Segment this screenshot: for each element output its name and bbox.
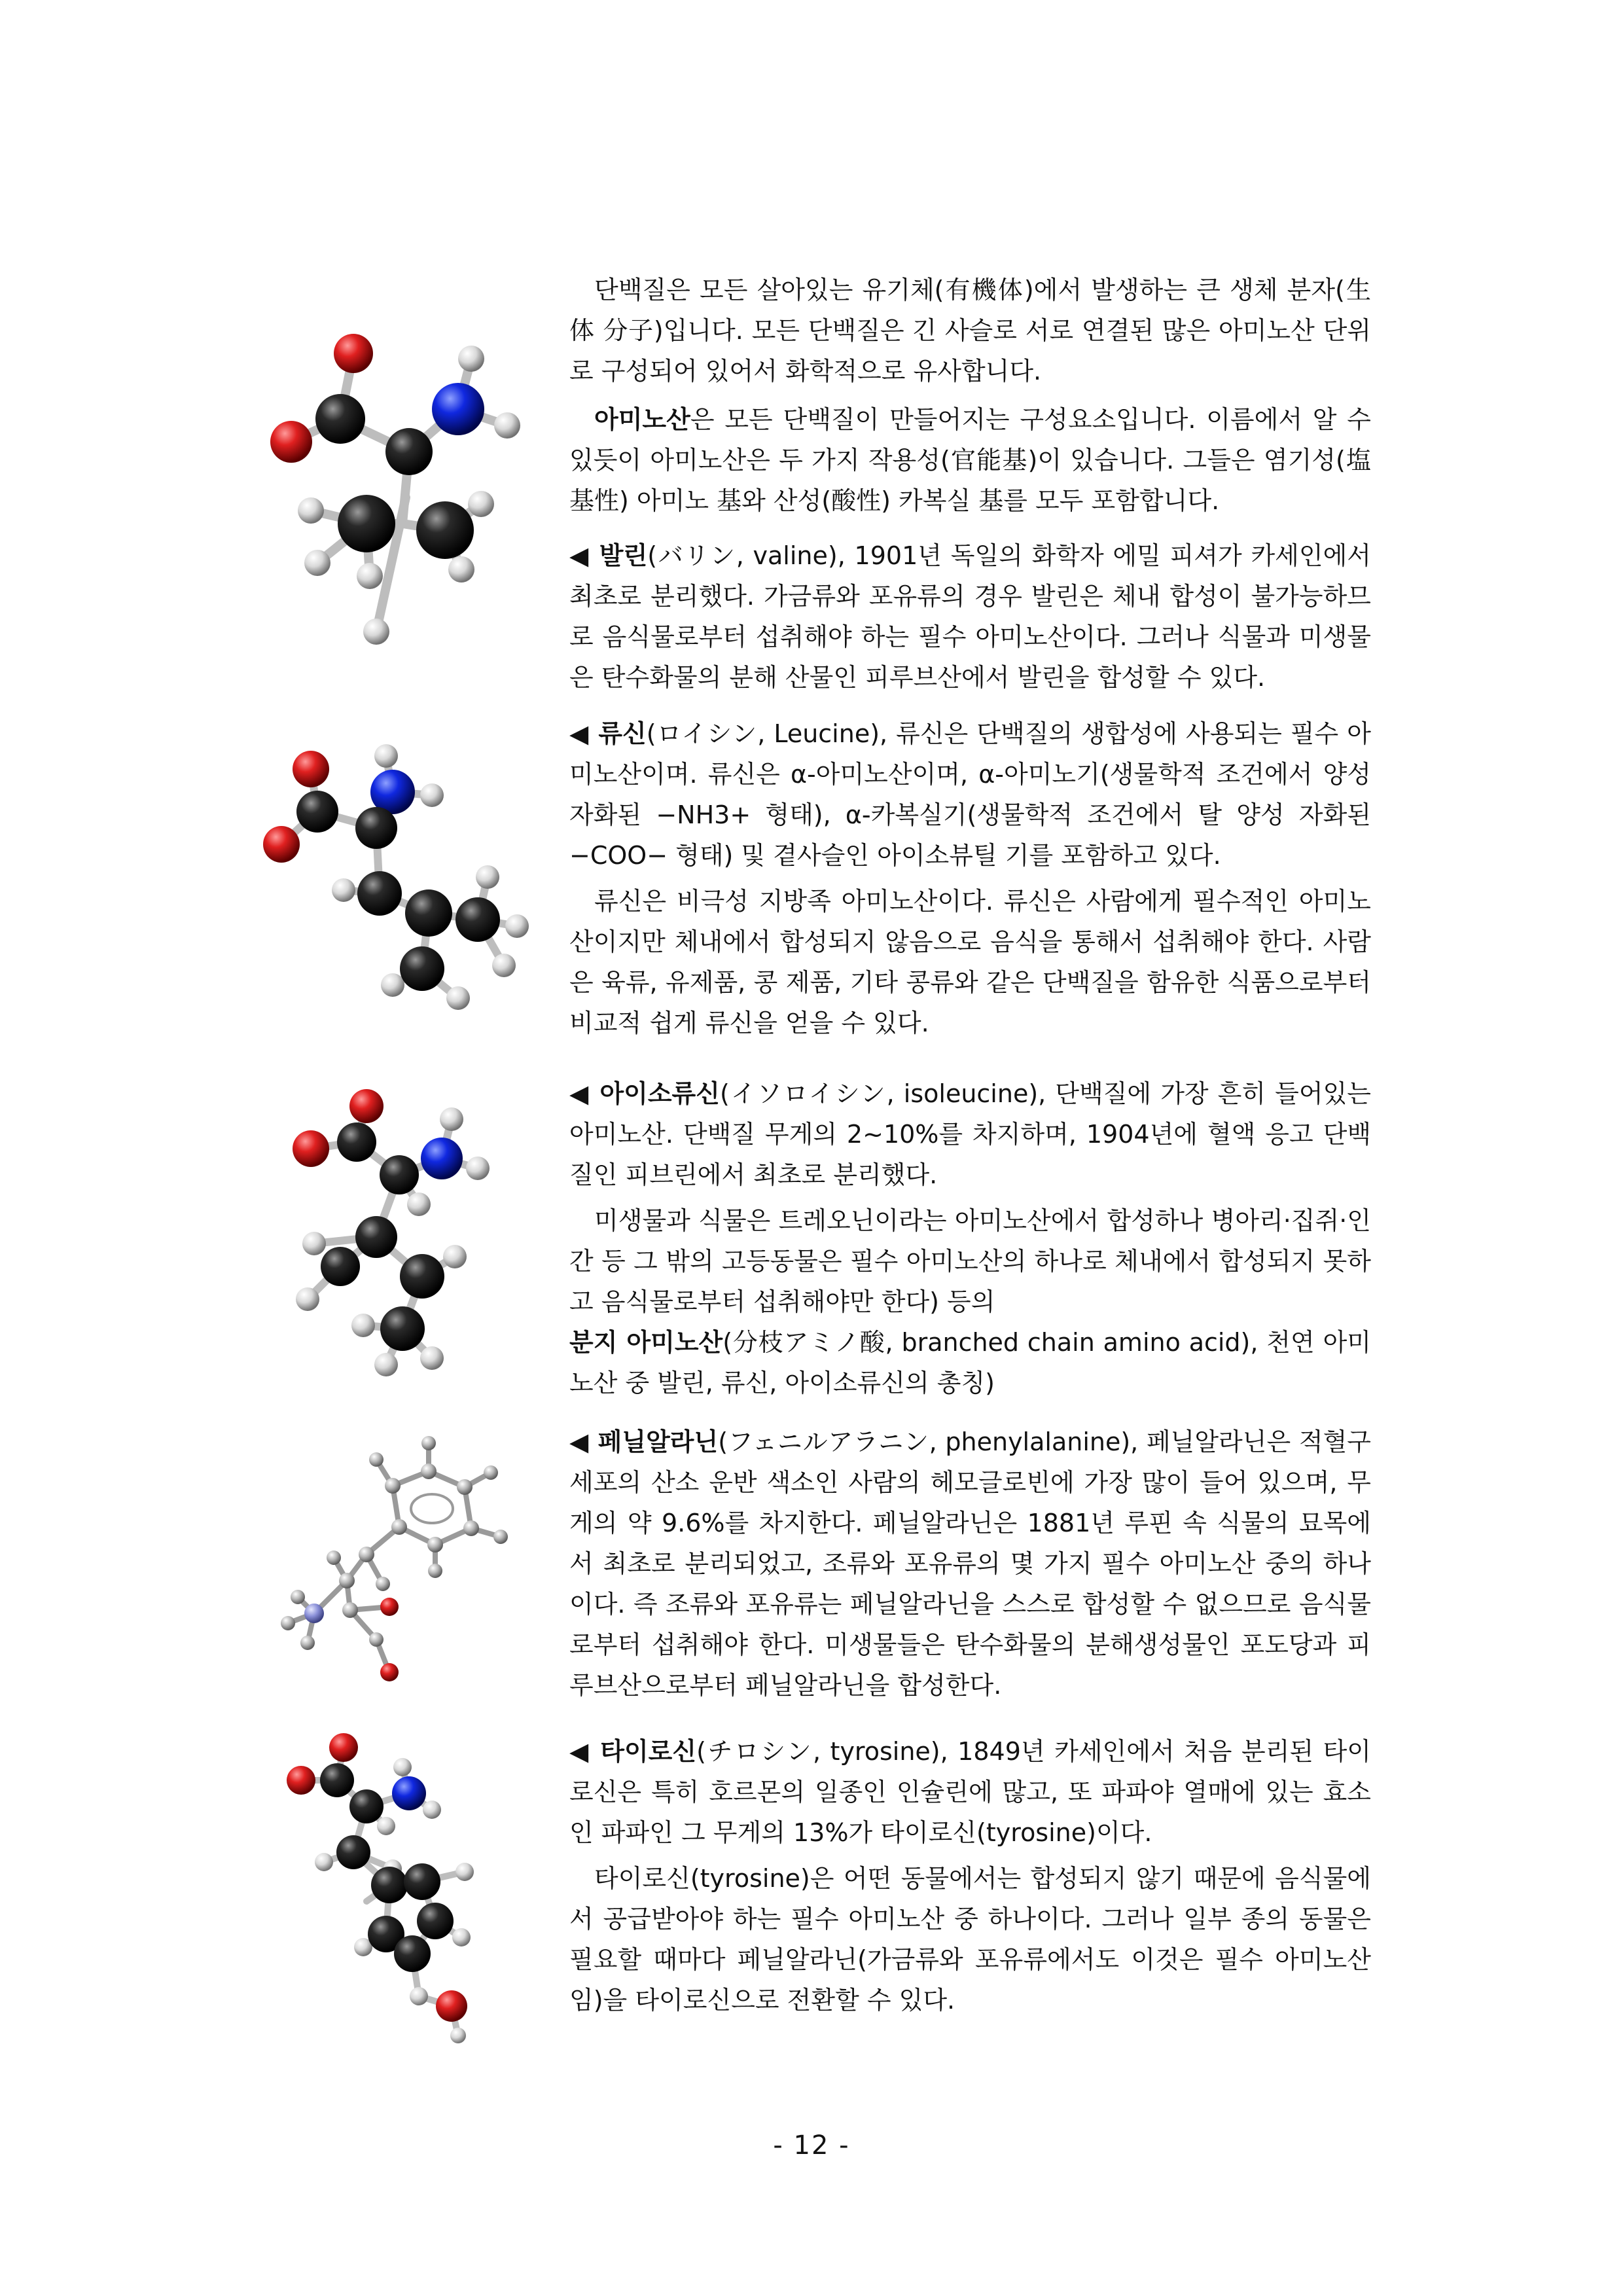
isoleucine-text-3: (分枝アミノ酸, branched chain amino acid), 천연 아미노산 중 발린, 류신, 아이소류신의 총칭) (569, 1328, 1371, 1397)
leucine-text-2: 류신은 비극성 지방족 아미노산이다. 류신은 사람에게 필수적인 아미노산이지만 체내에서 합성되지 않음으로 음식을 통해서 섭취해야 한다. 사람은 육류, 유제품, 콩 제품, 기타 콩류와 같은 단백질을 함유한 식품으로부터 비교적 쉽게 류신을 얻을 수 있다. (569, 887, 1371, 1037)
isoleucine-paragraph-2 (569, 1200, 1371, 1322)
phenylalanine-text: (フェニルアラニン, phenylalanine), 페닐알라닌은 적혈구 세포의 산소 운반 색소인 사람의 헤모글로빈에 가장 많이 들어 있으며, 무게의 약 9.6%를 차지한다. 페닐알라닌은 1881년 루핀 속 식물의 묘목에서 최초로 분리되었고, 조류와 포유류의 몇 가지 필수 아미노산 중의 하나이다. 즉 조류와 포유류는 페닐알라닌을 스스로 합성할 수 없으므로 음식물로부터 섭취해야 한다. 미생물들은 탄수화물의 분해생성물인 포도당과 피루브산으로부터 페닐알라닌을 합성한다. (569, 1427, 1371, 1700)
tyrosine-molecule-image (275, 1721, 537, 2049)
tyrosine-heading: 타이로신 (600, 1737, 697, 1766)
isoleucine-paragraph-3 (569, 1322, 1371, 1403)
valine-heading: 발린 (599, 541, 648, 570)
bullet-arrow-icon: ◀ (569, 1079, 600, 1108)
amino-acid-term: 아미노산 (594, 405, 690, 434)
tyrosine-paragraph-1 (569, 1731, 1371, 1853)
phenylalanine-heading: 페닐알라닌 (597, 1427, 719, 1456)
isoleucine-paragraph-1 (569, 1073, 1371, 1195)
bullet-arrow-icon: ◀ (569, 541, 599, 570)
tyrosine-paragraph-2 (569, 1858, 1371, 2020)
intro-p1-text: 단백질은 모든 살아있는 유기체(有機体)에서 발생하는 큰 생체 분자(生体 分子)입니다. 모든 단백질은 긴 사슬로 서로 연결된 많은 아미노산 단위로 구성되어 있어서 화학적으로 유사합니다. (569, 276, 1371, 386)
phenylalanine-section (569, 1422, 1371, 1706)
bullet-arrow-icon: ◀ (569, 1737, 601, 1766)
isoleucine-text-2: 미생물과 식물은 트레오닌이라는 아미노산에서 합성하나 병아리·집쥐·인간 등 그 밖의 고등동물은 필수 아미노산의 하나로 체내에서 합성되지 못하고 음식물로부터 섭취해야만 한다) 등의 (569, 1206, 1371, 1316)
bullet-arrow-icon: ◀ (569, 719, 599, 748)
valine-text: (バリン, valine), 1901년 독일의 화학자 에밀 피셔가 카세인에서 최초로 분리했다. 가금류와 포유류의 경우 발린은 체내 합성이 불가능하므로 음식물로부터 섭취해야 하는 필수 아미노산이다. 그러나 식물과 미생물은 탄수화물의 분해 산물인 피루브산에서 발린을 합성할 수 있다. (569, 541, 1372, 692)
isoleucine-section (569, 1073, 1371, 1403)
valine-section (569, 535, 1371, 698)
leucine-section (569, 713, 1371, 1043)
phenylalanine-molecule-image (262, 1427, 537, 1702)
isoleucine-molecule-image (275, 1073, 550, 1414)
isoleucine-heading: 아이소류신 (599, 1079, 720, 1108)
leucine-molecule-image (262, 720, 550, 1034)
branched-amino-acid-term: 분지 아미노산 (569, 1328, 723, 1357)
phenylalanine-paragraph (569, 1422, 1371, 1706)
leucine-paragraph-1 (569, 713, 1371, 876)
tyrosine-section (569, 1731, 1371, 2020)
intro-section (569, 270, 1371, 521)
intro-p2-text: 은 모든 단백질이 만들어지는 구성요소입니다. 이름에서 알 수 있듯이 아미노산은 두 가지 작용성(官能基)이 있습니다. 그들은 염기성(塩基性) 아미노 基와 산성(酸性) 카복실 基를 모두 포함합니다. (569, 405, 1371, 515)
tyrosine-text-1: (チロシン, tyrosine), 1849년 카세인에서 처음 분리된 타이로신은 특히 호르몬의 일종인 인슐린에 많고, 또 파파야 열매에 있는 효소인 파파인 그 무게의 13%가 타이로신(tyrosine)이다. (569, 1737, 1372, 1847)
valine-paragraph (569, 535, 1371, 698)
leucine-text-1: (ロイシン, Leucine), 류신은 단백질의 생합성에 사용되는 필수 아미노산이며. 류신은 α-아미노산이며, α-아미노기(생물학적 조건에서 양성 자화된 −NH3+ 형태), α-카복실기(생물학적 조건에서 탈 양성 자화된 −COO− 형태) 및 곁사슬인 아이소뷰틸 기를 포함하고 있다. (569, 719, 1371, 870)
bullet-arrow-icon: ◀ (569, 1427, 598, 1456)
leucine-paragraph-2 (569, 881, 1371, 1043)
intro-paragraph-1 (569, 270, 1371, 391)
leucine-heading: 류신 (598, 719, 647, 748)
intro-paragraph-2 (569, 399, 1371, 521)
valine-molecule-image (249, 314, 550, 655)
tyrosine-text-2: 타이로신(tyrosine)은 어떤 동물에서는 합성되지 않기 때문에 음식물에서 공급받아야 하는 필수 아미노산 중 하나이다. 그러나 일부 종의 동물은 필요할 때마다 페닐알라닌(가금류와 포유류에서도 이것은 필수 아미노산임)을 타이로신으로 전환할 수 있다. (569, 1864, 1371, 2015)
isoleucine-text-1: (イソロイシン, isoleucine), 단백질에 가장 흔히 들어있는 아미노산. 단백질 무게의 2~10%를 차지하며, 1904년에 혈액 응고 단백질인 피브린에서 최초로 분리했다. (569, 1079, 1372, 1189)
page-number: - 12 - (773, 2130, 850, 2161)
